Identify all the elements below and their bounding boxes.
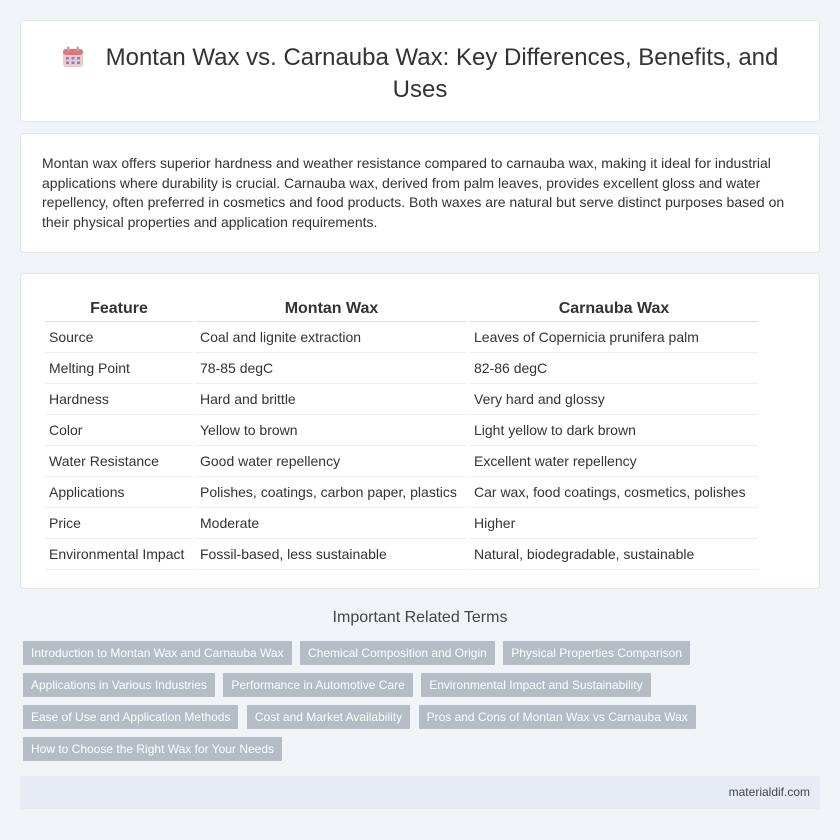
footer bbox=[20, 776, 820, 809]
comparison-table bbox=[42, 296, 761, 570]
cell-carnauba: Car wax, food coatings, cosmetics, polishes bbox=[470, 477, 758, 508]
cell-carnauba: Natural, biodegradable, sustainable bbox=[470, 539, 758, 570]
cell-montan: Yellow to brown bbox=[196, 415, 467, 446]
table-row bbox=[45, 415, 758, 446]
related-terms-title: Important Related Terms bbox=[332, 609, 508, 626]
cell-feature: Color bbox=[45, 415, 193, 446]
intro-card bbox=[20, 133, 820, 253]
cell-feature: Environmental Impact bbox=[45, 539, 193, 570]
cell-carnauba: Light yellow to dark brown bbox=[470, 415, 758, 446]
header-carnauba: Carnauba Wax bbox=[470, 296, 758, 322]
table-row bbox=[45, 477, 758, 508]
related-term-tag[interactable]: Applications in Various Industries bbox=[23, 673, 215, 697]
related-term-tag[interactable]: Pros and Cons of Montan Wax vs Carnauba Wax bbox=[419, 705, 696, 729]
table-row bbox=[45, 353, 758, 384]
header-feature: Feature bbox=[45, 296, 193, 322]
related-term-tag[interactable]: Environmental Impact and Sustainability bbox=[421, 673, 650, 697]
cell-montan: Coal and lignite extraction bbox=[196, 322, 467, 353]
related-term-tag[interactable]: How to Choose the Right Wax for Your Needs bbox=[23, 737, 282, 761]
cell-carnauba: Excellent water repellency bbox=[470, 446, 758, 477]
cell-montan: Moderate bbox=[196, 508, 467, 539]
related-term-tag[interactable]: Ease of Use and Application Methods bbox=[23, 705, 238, 729]
page-title: Montan Wax vs. Carnauba Wax: Key Differences, Benefits, and Uses bbox=[105, 44, 779, 103]
intro-text: Montan wax offers superior hardness and weather resistance compared to carnauba wax, making it ideal for industrial applications where durability is crucial. Carnauba wax, derived from palm leaves, provides excellent gloss and water repellency, often preferred in cosmetics and food products. Both waxes are natural but serve distinct purposes based on their physical properties and application requirements. bbox=[42, 155, 785, 230]
table-row bbox=[45, 446, 758, 477]
cell-feature: Price bbox=[45, 508, 193, 539]
cell-feature: Melting Point bbox=[45, 353, 193, 384]
cell-carnauba: Higher bbox=[470, 508, 758, 539]
table-row bbox=[45, 322, 758, 353]
cell-carnauba: Leaves of Copernicia prunifera palm bbox=[470, 322, 758, 353]
cell-montan: Polishes, coatings, carbon paper, plastics bbox=[196, 477, 467, 508]
related-terms-list bbox=[23, 641, 823, 769]
table-row bbox=[45, 508, 758, 539]
header-card bbox=[20, 20, 820, 122]
cell-montan: Good water repellency bbox=[196, 446, 467, 477]
table-header-row bbox=[45, 296, 758, 322]
cell-montan: 78-85 degC bbox=[196, 353, 467, 384]
cell-feature: Source bbox=[45, 322, 193, 353]
cell-feature: Water Resistance bbox=[45, 446, 193, 477]
related-term-tag[interactable]: Chemical Composition and Origin bbox=[300, 641, 495, 665]
table-row bbox=[45, 384, 758, 415]
cell-montan: Fossil-based, less sustainable bbox=[196, 539, 467, 570]
cell-montan: Hard and brittle bbox=[196, 384, 467, 415]
related-term-tag[interactable]: Physical Properties Comparison bbox=[503, 641, 690, 665]
table-row bbox=[45, 539, 758, 570]
comparison-card bbox=[20, 273, 820, 589]
related-term-tag[interactable]: Introduction to Montan Wax and Carnauba Wax bbox=[23, 641, 292, 665]
cell-feature: Applications bbox=[45, 477, 193, 508]
cell-feature: Hardness bbox=[45, 384, 193, 415]
calendar-icon bbox=[62, 46, 84, 75]
cell-carnauba: Very hard and glossy bbox=[470, 384, 758, 415]
related-term-tag[interactable]: Cost and Market Availability bbox=[247, 705, 410, 729]
header-montan: Montan Wax bbox=[196, 296, 467, 322]
related-term-tag[interactable]: Performance in Automotive Care bbox=[223, 673, 412, 697]
page-title-wrap bbox=[61, 43, 779, 104]
cell-carnauba: 82-86 degC bbox=[470, 353, 758, 384]
footer-site-link[interactable]: materialdif.com bbox=[728, 785, 810, 799]
